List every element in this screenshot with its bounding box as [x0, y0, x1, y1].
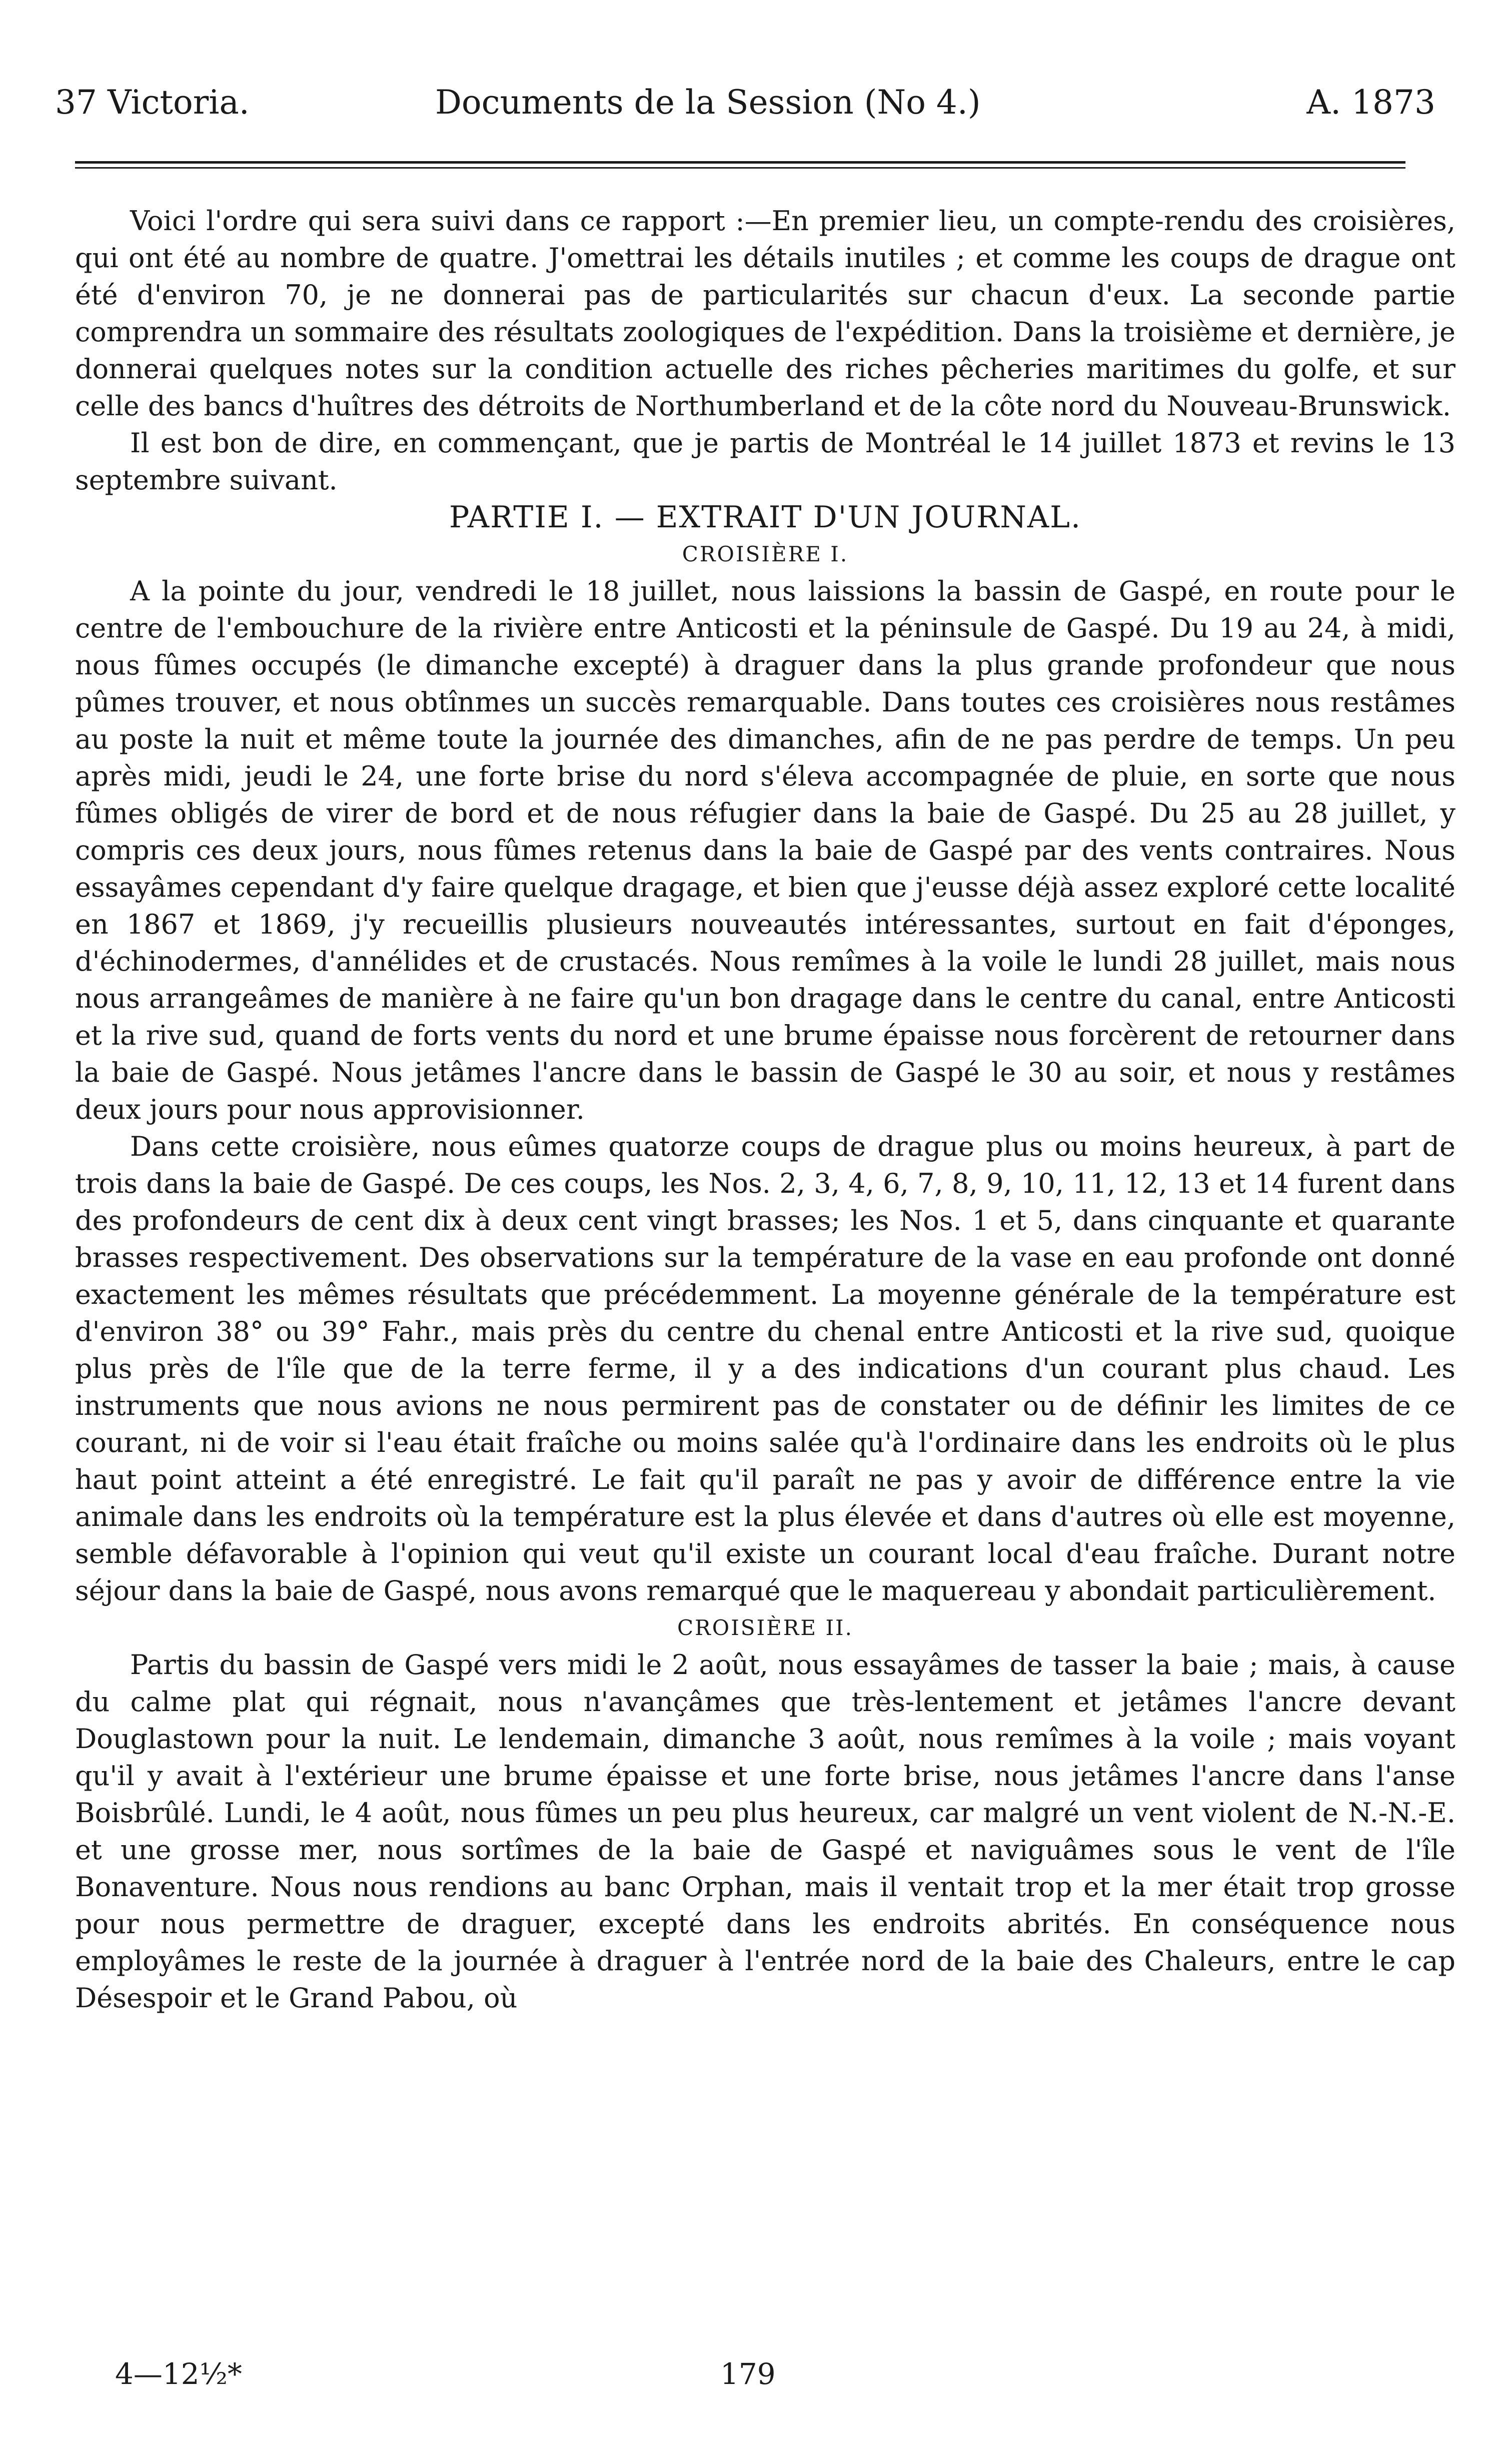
- intro-paragraph: Il est bon de dire, en commençant, que je partis de Montréal le 14 juillet 1873 et revins le 13 septembre suivant.: [75, 427, 1455, 496]
- cruise-1-paragraph: A la pointe du jour, vendredi le 18 juillet, nous laissions la bassin de Gaspé, en route pour le centre de l'embouchure de la rivière entre Anticosti et la péninsule de Gaspé. Du 19 au 24, à midi, nous fûmes occupés (le dimanche excepté) à draguer dans la plus grande profondeur que nous pûmes trouver, et nous obtînmes un succès remarquable. Dans toutes ces croisières nous restâmes au poste la nuit et même toute la journée des dimanches, afin de ne pas perdre de temps. Un peu après midi, jeudi le 24, une forte brise du nord s'éleva accompagnée de pluie, en sorte que nous fûmes obligés de virer de bord et de nous réfugier dans la baie de Gaspé. Du 25 au 28 juillet, y compris ces deux jours, nous fûmes retenus dans la baie de Gaspé par des vents contraires. Nous essayâmes cependant d'y faire quelque dragage, et bien que j'eusse déjà assez exploré cette localité en 1867 et 1869, j'y recueillis plusieurs nouveautés intéressantes, surtout en fait d'éponges, d'échinodermes, d'annélides et de crustacés. Nous remîmes à la voile le lundi 28 juillet, mais nous nous arrangeâmes de manière à ne faire qu'un bon dragage dans le centre du canal, entre Anticosti et la rive sud, quand de forts vents du nord et une brume épaisse nous forcèrent de retourner dans la baie de Gaspé. Nous jetâmes l'ancre dans le bassin de Gaspé le 30 au soir, et nous y restâmes deux jours pour nous approvisionner.: [75, 575, 1455, 1125]
- section-heading-cruise-1: CROISIÈRE I.: [682, 542, 849, 566]
- header-title: Documents de la Session (No 4.): [435, 83, 981, 122]
- header-rule-thick: [75, 161, 1405, 164]
- intro-paragraph: Voici l'ordre qui sera suivi dans ce rapport :—En premier lieu, un compte-rendu des croisières, qui ont été au nombre de quatre. J'omettrai les détails inutiles ; et comme les coups de drague ont été d'environ 70, je ne donnerai pas de particularités sur chacun d'eux. La seconde partie comprendra un sommaire des résultats zoologiques de l'expédition. Dans la troisième et dernière, je donnerai quelques notes sur la condition actuelle des riches pêcheries maritimes du golfe, et sur celle des bancs d'huîtres des détroits de Northumberland et de la côte nord du Nouveau-Brunswick.: [75, 205, 1455, 422]
- header-volume: 37 Victoria.: [55, 83, 250, 122]
- cruise-2-paragraph: Partis du bassin de Gaspé vers midi le 2 août, nous essayâmes de tasser la baie ; mais, à cause du calme plat qui régnait, nous n'avançâmes que très-lentement et jetâmes l'ancre devant Douglastown pour la nuit. Le lendemain, dimanche 3 août, nous remîmes à la voile ; mais voyant qu'il y avait à l'extérieur une brume épaisse et une forte brise, nous jetâmes l'ancre dans l'anse Boisbrûlé. Lundi, le 4 août, nous fûmes un peu plus heureux, car malgré un vent violent de N.-N.-E. et une grosse mer, nous sortîmes de la baie de Gaspé et naviguâmes sous le vent de l'île Bonaventure. Nous nous rendions au banc Orphan, mais il ventait trop et la mer était trop grosse pour nous permettre de draguer, excepté dans les endroits abrités. En conséquence nous employâmes le reste de la journée à draguer à l'entrée nord de la baie des Chaleurs, entre le cap Désespoir et le Grand Pabou, où: [75, 1649, 1455, 2014]
- signature-mark: 4—12½*: [115, 2357, 242, 2391]
- page-footer: [115, 2351, 1395, 2396]
- body-text: [75, 203, 1455, 2017]
- part-title: PARTIE I. — EXTRAIT D'UN JOURNAL.: [449, 500, 1082, 535]
- cruise-1-paragraph: Dans cette croisière, nous eûmes quatorze coups de drague plus ou moins heureux, à part de trois dans la baie de Gaspé. De ces coups, les Nos. 2, 3, 4, 6, 7, 8, 9, 10, 11, 12, 13 et 14 furent dans des profondeurs de cent dix à deux cent vingt brasses; les Nos. 1 et 5, dans cinquante et quarante brasses respectivement. Des observations sur la température de la vase en eau profonde ont donné exactement les mêmes résultats que précédemment. La moyenne générale de la température est d'environ 38° ou 39° Fahr., mais près du centre du chenal entre Anticosti et la rive sud, quoique plus près de l'île que de la terre ferme, il y a des indications d'un courant plus chaud. Les instruments que nous avions ne nous permirent pas de constater ou de définir les limites de ce courant, ni de voir si l'eau était fraîche ou moins salée qu'à l'ordinaire dans les endroits où le plus haut point atteint a été enregistré. Le fait qu'il paraît ne pas y avoir de différence entre la vie animale dans les endroits où la température est la plus élevée et dans d'autres où elle est moyenne, semble défavorable à l'opinion qui veut qu'il existe un courant local d'eau fraîche. Durant notre séjour dans la baie de Gaspé, nous avons remarqué que le maquereau y abondait particulièrement.: [75, 1131, 1455, 1606]
- header-year: A. 1873: [1306, 83, 1435, 122]
- section-heading-cruise-2: CROISIÈRE II.: [677, 1615, 853, 1640]
- page-number: 179: [720, 2357, 776, 2391]
- header-rule-thin: [75, 167, 1405, 169]
- running-header: [55, 75, 1435, 130]
